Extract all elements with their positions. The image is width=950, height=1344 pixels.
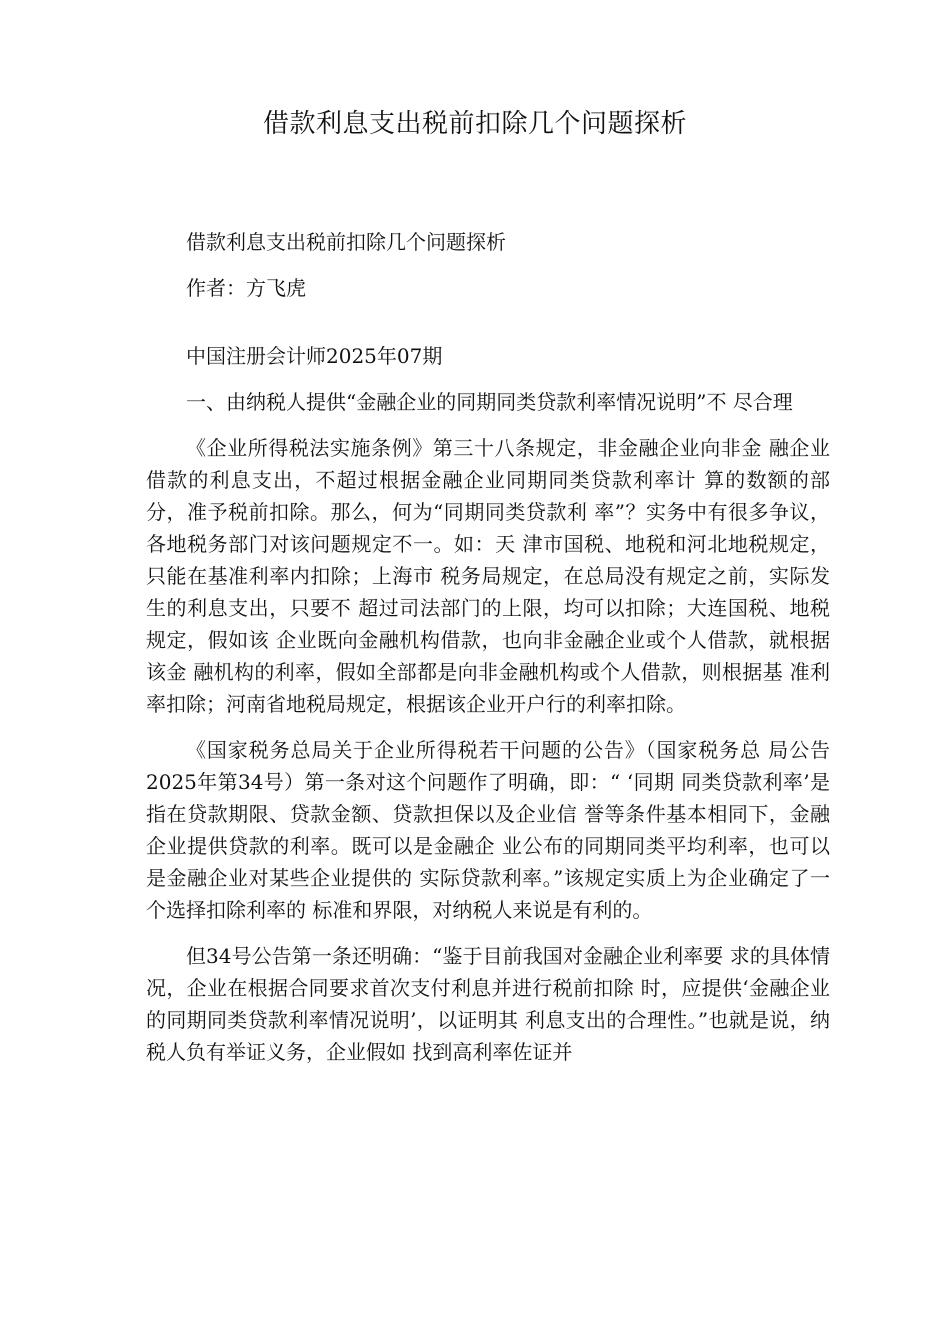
- body-paragraph: 《国家税务总局关于企业所得税若干问题的公告》（国家税务总 局公告2025年第34号）第一条对这个问题作了明确，即：“ ‘同期 同类贷款利率’是指在贷款期限、贷款金额、贷款担保以及企业信 誉等条件基本相同下，金融企业提供贷款的利率。既可以是金融企 业公布的同期同类平均利率，也可以是金融企业对某些企业提供的 实际贷款利率。”该规定实质上为企业确定了一个选择扣除利率的 标准和界限，对纳税人来说是有利的。: [146, 738, 830, 922]
- document-title: 借款利息支出税前扣除几个问题探析: [262, 109, 687, 139]
- body-paragraph: 但34号公告第一条还明确：“鉴于目前我国对金融企业利率要 求的具体情况，企业在根据合同要求首次支付利息并进行税前扣除 时，应提供‘金融企业的同期同类贷款利率情况说明’，以证明其 利息支出的合理性。”也就是说，纳税人负有举证义务，企业假如 找到高利率佐证并: [146, 944, 830, 1064]
- article-subtitle: 借款利息支出税前扣除几个问题探析: [186, 230, 506, 254]
- section-heading: 一、由纳税人提供“金融企业的同期同类贷款利率情况说明”不 尽合理: [186, 390, 793, 414]
- body-paragraph: 《企业所得税法实施条例》第三十八条规定，非金融企业向非金 融企业借款的利息支出，不超过根据金融企业同期同类贷款利率计 算的数额的部分，准予税前扣除。那么，何为“同期同类贷款利 率”？实务中有很多争议，各地税务部门对该问题规定不一。如：天 津市国税、地税和河北地税规定，只能在基准利率内扣除；上海市 税务局规定，在总局没有规定之前，实际发生的利息支出，只要不 超过司法部门的上限，均可以扣除；大连国税、地税规定，假如该 企业既向金融机构借款，也向非金融企业或个人借款，就根据该金 融机构的利率，假如全部都是向非金融机构或个人借款，则根据基 准利率扣除；河南省地税局规定，根据该企业开户行的利率扣除。: [146, 436, 830, 716]
- article-author: 作者：方飞虎: [186, 276, 306, 300]
- article-source: 中国注册会计师2025年07期: [186, 344, 443, 368]
- document-body: [146, 226, 830, 1068]
